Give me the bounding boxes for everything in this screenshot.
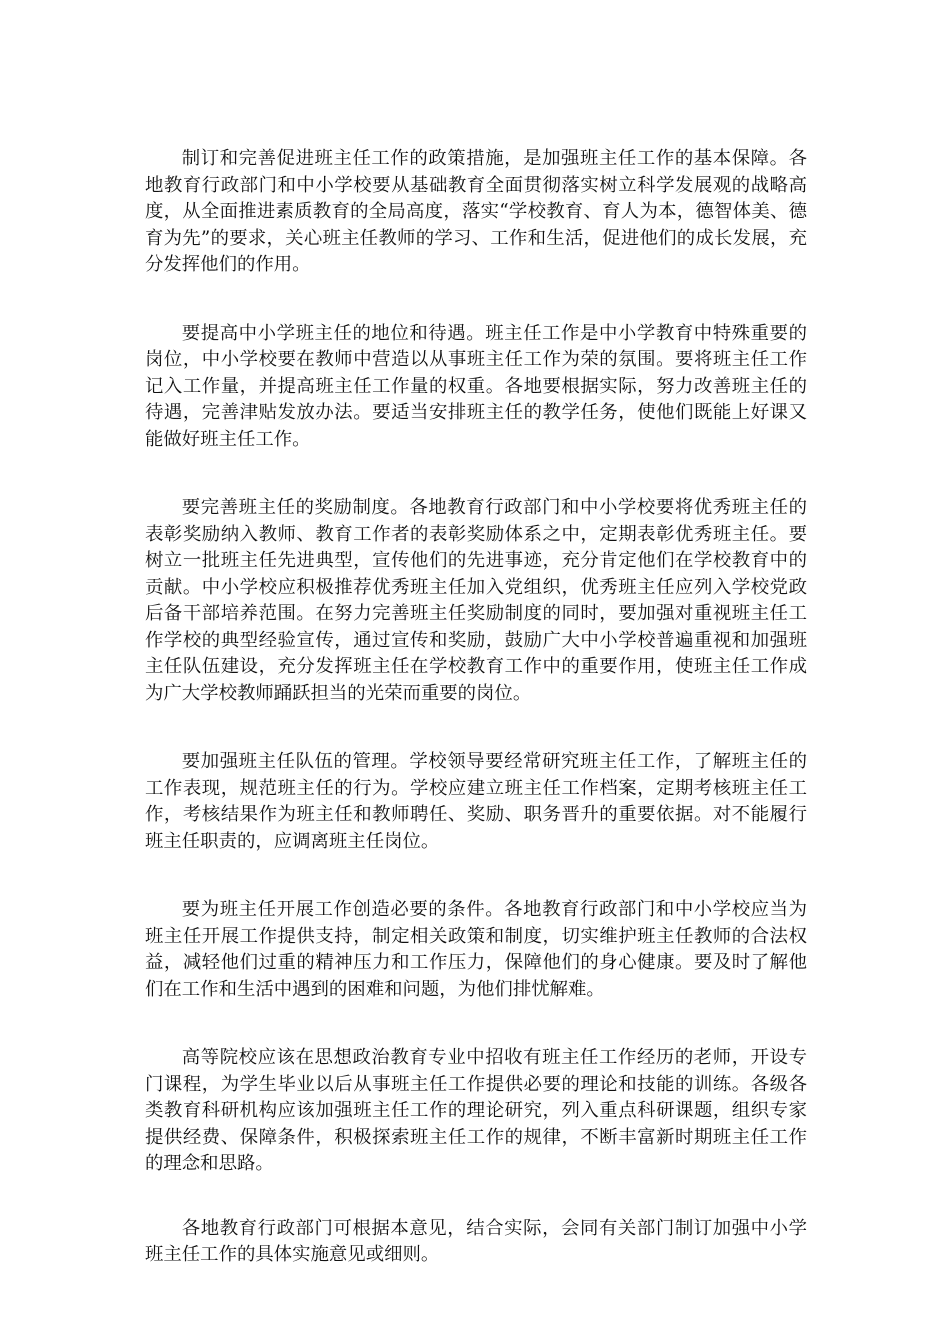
- paragraph-training-and-research: 高等院校应该在思想政治教育专业中招收有班主任工作经历的老师，开设专门课程，为学生毕业以后从事班主任工作提供必要的理论和技能的训练。各级各类教育科研机构应该加强班主任工作的理论研究，列入重点科研课题，组织专家提供经费、保障条件，积极探索班主任工作的规律，不断丰富新时期班主任工作的理念和思路。: [145, 1047, 807, 1174]
- document-body: [145, 146, 807, 1311]
- paragraph-implementation: 各地教育行政部门可根据本意见，结合实际，会同有关部门制订加强中小学班主任工作的具体实施意见或细则。: [145, 1217, 807, 1265]
- paragraph-working-conditions: 要为班主任开展工作创造必要的条件。各地教育行政部门和中小学校应当为班主任开展工作提供支持，制定相关政策和制度，切实维护班主任教师的合法权益，减轻他们过重的精神压力和工作压力，保障他们的身心健康。要及时了解他们在工作和生活中遇到的困难和问题，为他们排忧解难。: [145, 899, 807, 1000]
- paragraph-reward-system: 要完善班主任的奖励制度。各地教育行政部门和中小学校要将优秀班主任的表彰奖励纳入教师、教育工作者的表彰奖励体系之中，定期表彰优秀班主任。要树立一批班主任先进典型，宣传他们的先进事迹，充分肯定他们在学校教育中的贡献。中小学校应积极推荐优秀班主任加入党组织，优秀班主任应列入学校党政后备干部培养范围。在努力完善班主任奖励制度的同时，要加强对重视班主任工作学校的典型经验宣传，通过宣传和奖励，鼓励广大中小学校普遍重视和加强班主任队伍建设，充分发挥班主任在学校教育工作中的重要作用，使班主任工作成为广大学校教师踊跃担当的光荣而重要的岗位。: [145, 497, 807, 704]
- paragraph-policy-guarantee: 制订和完善促进班主任工作的政策措施，是加强班主任工作的基本保障。各地教育行政部门和中小学校要从基础教育全面贯彻落实树立科学发展观的战略高度，从全面推进素质教育的全局高度，落实“学校教育、育人为本，德智体美、德育为先”的要求，关心班主任教师的学习、工作和生活，促进他们的成长发展，充分发挥他们的作用。: [145, 148, 807, 275]
- paragraph-team-management: 要加强班主任队伍的管理。学校领导要经常研究班主任工作，了解班主任的工作表现，规范班主任的行为。学校应建立班主任工作档案，定期考核班主任工作，考核结果作为班主任和教师聘任、奖励、职务晋升的重要依据。对不能履行班主任职责的，应调离班主任岗位。: [145, 751, 807, 852]
- paragraph-status-and-treatment: 要提高中小学班主任的地位和待遇。班主任工作是中小学教育中特殊重要的岗位，中小学校要在教师中营造以从事班主任工作为荣的氛围。要将班主任工作记入工作量，并提高班主任工作量的权重。各地要根据实际，努力改善班主任的待遇，完善津贴发放办法。要适当安排班主任的教学任务，使他们既能上好课又能做好班主任工作。: [145, 322, 807, 450]
